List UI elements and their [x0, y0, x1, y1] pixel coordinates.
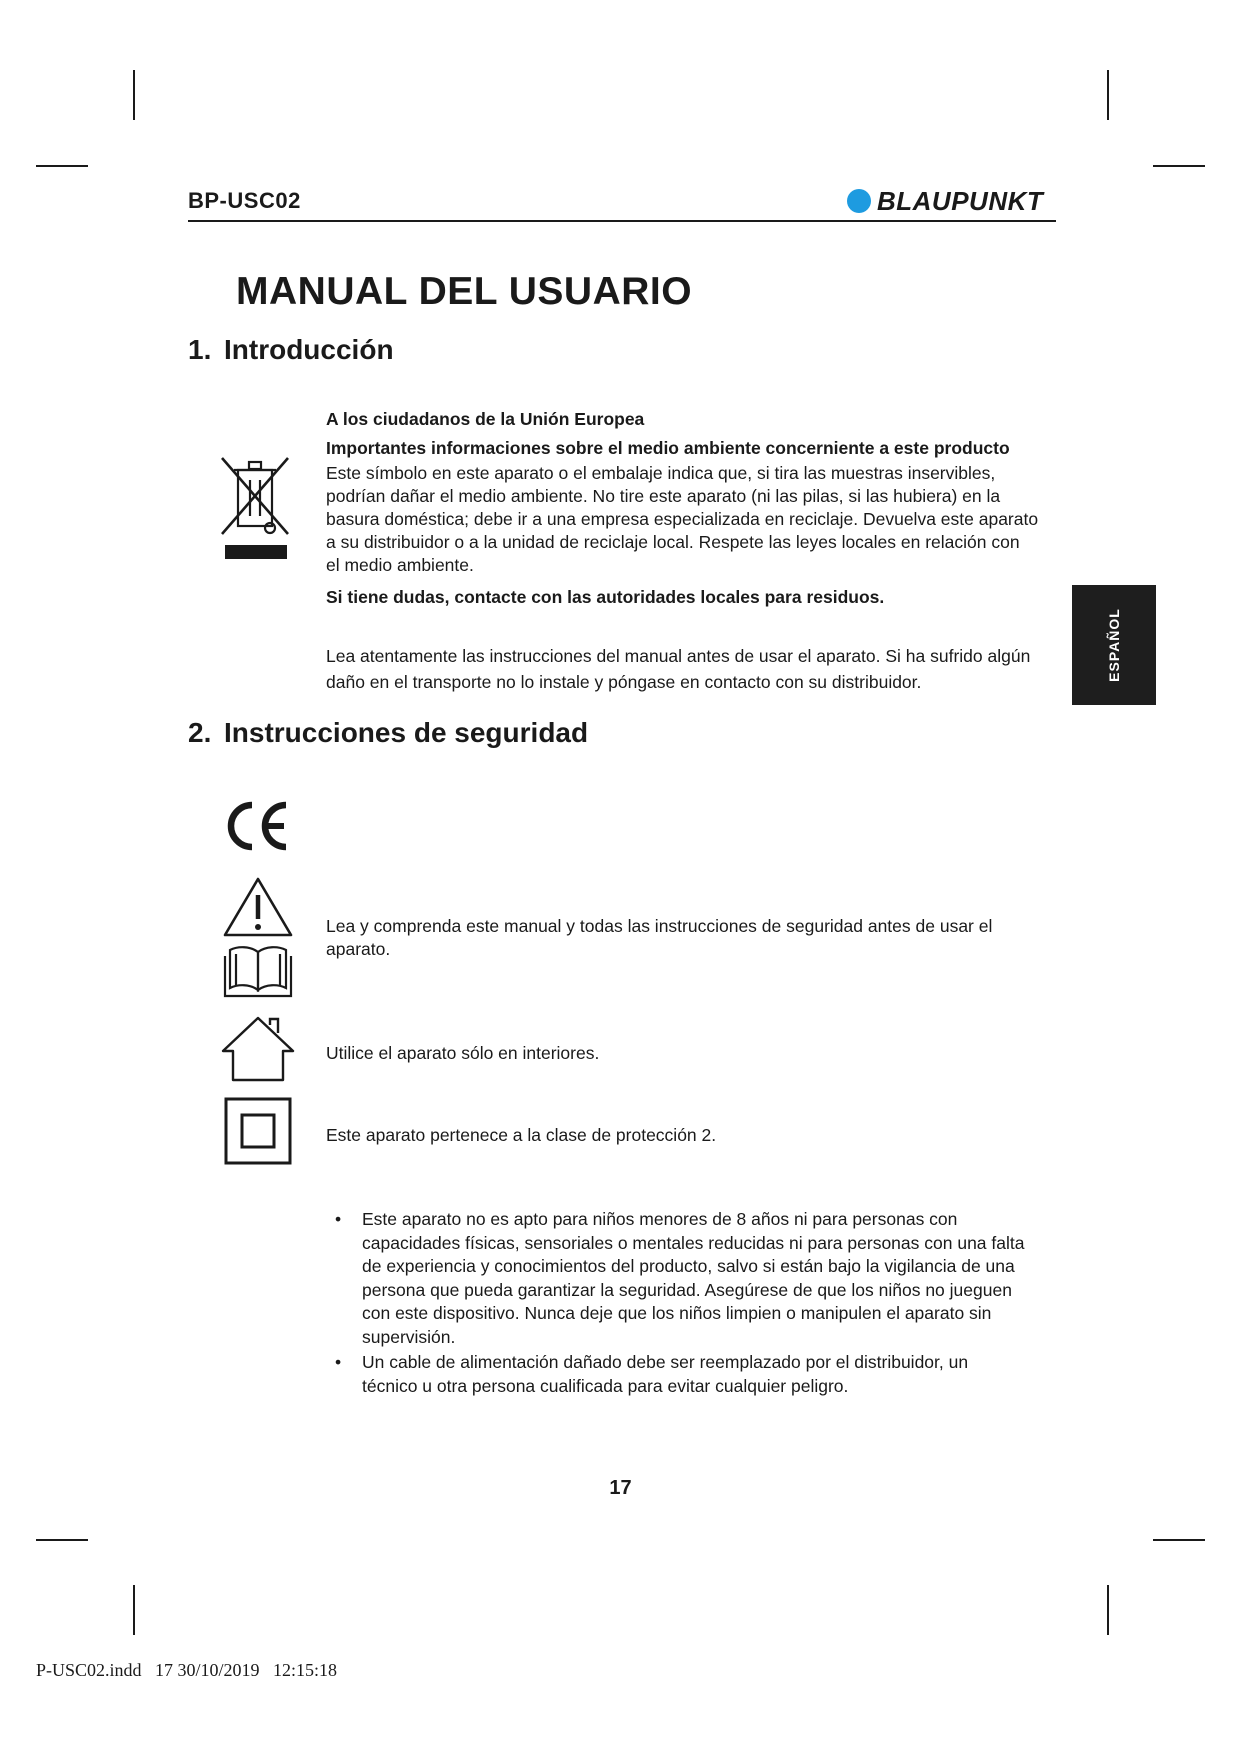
- ce-mark-icon: [224, 799, 294, 853]
- text-line: Este símbolo en este aparato o el embalaje indica que, si tira las muestras inservibles,: [326, 463, 996, 483]
- indoor-use-text: Utilice el aparato sólo en interiores.: [326, 1043, 600, 1063]
- language-tab: [1072, 585, 1156, 705]
- text-line: de experiencia y conocimientos del producto, salvo si están bajo la vigilancia de una: [362, 1256, 1015, 1276]
- section-number: 2.: [188, 717, 212, 748]
- section-number: 1.: [188, 334, 212, 365]
- text-line: Este aparato no es apto para niños menores de 8 años ni para personas con: [362, 1209, 958, 1229]
- text-line: técnico u otra persona cualificada para evitar cualquier peligro.: [362, 1375, 849, 1396]
- crop-mark: [133, 1585, 135, 1635]
- brand-dot-icon: [847, 189, 871, 213]
- section-title: Instrucciones de seguridad: [224, 717, 589, 748]
- doubts-notice: Si tiene dudas, contacte con las autoridades locales para residuos.: [326, 587, 885, 607]
- env-heading: Importantes informaciones sobre el medio ambiente concerniente a este producto: [326, 438, 1010, 458]
- model-number: BP-USC02: [188, 188, 301, 213]
- list-item: [335, 1351, 1065, 1398]
- section-title: Introducción: [224, 334, 394, 365]
- list-item: [335, 1208, 1065, 1349]
- brand-name: BLAUPUNKT: [877, 185, 1044, 216]
- safety-bullet-list: [335, 1208, 1065, 1398]
- text-line: a su distribuidor o a la unidad de reciclaje local. Respete las leyes locales en relación con: [326, 532, 1020, 552]
- text-line: basura doméstica; debe ir a una empresa especializada en reciclaje. Devuelva este aparato: [326, 509, 1039, 529]
- header-divider: [188, 220, 1056, 222]
- crop-mark: [36, 165, 88, 167]
- crop-mark: [1107, 70, 1109, 120]
- text-line: aparato.: [326, 939, 391, 959]
- section-2-heading: [188, 717, 588, 749]
- language-label: ESPAÑOL: [1105, 608, 1122, 682]
- text-line: supervisión.: [362, 1326, 456, 1347]
- crop-mark: [133, 70, 135, 120]
- text-line: con este dispositivo. Nunca deje que los niños limpien o manipulen el aparato sin: [362, 1303, 992, 1323]
- page-title: MANUAL DEL USUARIO: [236, 270, 693, 313]
- bullet-marker: •: [335, 1209, 342, 1229]
- text-line: el medio ambiente.: [326, 555, 474, 575]
- text-line: daño en el transporte no lo instale y póngase en contacto con su distribuidor.: [326, 672, 922, 692]
- house-icon: [220, 1015, 296, 1083]
- class2-square-icon: [224, 1097, 292, 1165]
- warning-triangle-icon: [222, 875, 294, 939]
- env-paragraph: [326, 462, 1066, 577]
- crossed-bin-icon: [218, 452, 296, 564]
- manual-instruction: [326, 915, 1086, 961]
- text-line: capacidades físicas, sensoriales o mentales reducidas ni para personas con una falta: [362, 1232, 1025, 1253]
- crop-mark: [1153, 1539, 1205, 1541]
- crop-mark: [36, 1539, 88, 1541]
- crop-mark: [1153, 165, 1205, 167]
- text-line: podrían dañar el medio ambiente. No tire este aparato (ni las pilas, si las hubiera) en la: [326, 486, 1001, 506]
- page-number: 17: [609, 1477, 632, 1499]
- manual-book-icon: [222, 942, 294, 1000]
- crop-mark: [1107, 1585, 1109, 1635]
- eu-heading: A los ciudadanos de la Unión Europea: [326, 409, 645, 429]
- bullet-marker: •: [335, 1352, 342, 1372]
- text-line: persona que pueda garantizar la seguridad. Asegúrese de que los niños no jueguen: [362, 1279, 1012, 1300]
- section-1-heading: [188, 334, 394, 366]
- print-slug: P-USC02.indd 17 30/10/2019 12:15:18: [36, 1660, 338, 1680]
- protection-class-text: Este aparato pertenece a la clase de protección 2.: [326, 1125, 717, 1145]
- text-line: Lea atentamente las instrucciones del manual antes de usar el aparato. Si ha sufrido algún: [326, 646, 1031, 666]
- text-line: Un cable de alimentación dañado debe ser reemplazado por el distribuidor, un: [362, 1352, 969, 1372]
- brand-logo: [847, 186, 1043, 216]
- read-instructions-paragraph: [326, 643, 1086, 695]
- text-line: Lea y comprenda este manual y todas las instrucciones de seguridad antes de usar el: [326, 916, 993, 936]
